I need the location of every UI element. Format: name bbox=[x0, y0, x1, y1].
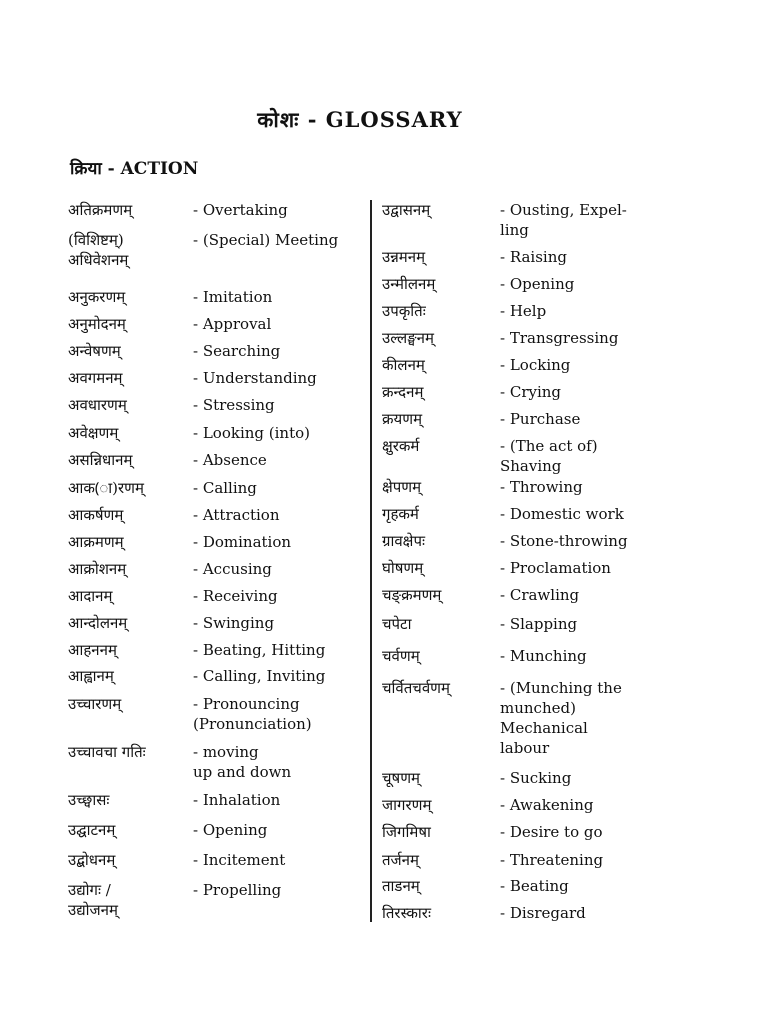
glossary-entry bbox=[382, 436, 682, 475]
glossary-entry bbox=[382, 328, 682, 348]
english-meaning: - Approval bbox=[193, 315, 272, 333]
glossary-entry bbox=[68, 230, 368, 269]
sanskrit-term: अवधारणम् bbox=[68, 396, 127, 414]
glossary-entry bbox=[68, 314, 368, 334]
english-meaning: - Swinging bbox=[193, 614, 275, 632]
glossary-entry bbox=[382, 903, 682, 923]
glossary-entry bbox=[68, 694, 368, 733]
english-meaning: - Calling bbox=[193, 479, 257, 497]
sanskrit-term: आहननम् bbox=[68, 641, 117, 659]
sanskrit-term: चङ्क्रमणम् bbox=[382, 586, 442, 604]
sanskrit-term: क्षुरकर्म bbox=[382, 437, 420, 455]
sanskrit-term: आक्रमणम् bbox=[68, 533, 124, 551]
english-meaning: - Looking (into) bbox=[193, 424, 310, 442]
sanskrit-term: अनुकरणम् bbox=[68, 288, 126, 306]
sanskrit-term: अन्वेषणम् bbox=[68, 342, 121, 360]
glossary-entry bbox=[68, 586, 368, 606]
english-meaning: - Opening bbox=[500, 275, 575, 293]
glossary-entry bbox=[382, 409, 682, 429]
english-meaning: - (Special) Meeting bbox=[193, 231, 339, 249]
sanskrit-term: उन्मीलनम् bbox=[382, 275, 436, 293]
glossary-entry bbox=[68, 742, 368, 781]
glossary-entry bbox=[382, 614, 682, 634]
glossary-entry bbox=[68, 368, 368, 388]
english-meaning: - Awakening bbox=[500, 796, 594, 814]
glossary-entry bbox=[382, 504, 682, 524]
glossary-entry bbox=[68, 450, 368, 470]
glossary-entry bbox=[382, 585, 682, 605]
glossary-entry bbox=[382, 876, 682, 896]
english-meaning: - Disregard bbox=[500, 904, 586, 922]
english-meaning: - Accusing bbox=[193, 560, 272, 578]
sanskrit-term: गृहकर्म bbox=[382, 505, 419, 523]
sanskrit-term: तिरस्कारः bbox=[382, 904, 431, 922]
english-meaning: - Stone-throwing bbox=[500, 532, 628, 550]
glossary-entry bbox=[68, 850, 368, 870]
glossary-entry bbox=[68, 613, 368, 633]
sanskrit-term: क्षेपणम् bbox=[382, 478, 422, 496]
glossary-entry bbox=[382, 355, 682, 375]
sanskrit-term: उद्बोधनम् bbox=[68, 851, 116, 869]
glossary-entry bbox=[68, 341, 368, 361]
sanskrit-term: उच्चारणम् bbox=[68, 695, 122, 713]
glossary-entry bbox=[68, 423, 368, 443]
english-meaning: - Searching bbox=[193, 342, 281, 360]
sanskrit-term: घोषणम् bbox=[382, 559, 424, 577]
english-meaning: - Calling, Inviting bbox=[193, 667, 326, 685]
english-meaning: - Crawling bbox=[500, 586, 580, 604]
glossary-entry bbox=[68, 640, 368, 660]
section-heading: क्रिया - ACTION bbox=[70, 159, 199, 179]
sanskrit-term: उद्योगः / उद्योजनम् bbox=[68, 881, 118, 919]
glossary-entry bbox=[68, 880, 368, 919]
english-meaning: - Attraction bbox=[193, 506, 280, 524]
english-meaning: - Ousting, Expel- ling bbox=[500, 201, 627, 239]
glossary-entry bbox=[68, 666, 368, 686]
glossary-entry bbox=[382, 382, 682, 402]
sanskrit-term: असन्निधानम् bbox=[68, 451, 133, 469]
glossary-entry bbox=[68, 505, 368, 525]
sanskrit-term: उद्घाटनम् bbox=[68, 821, 116, 839]
english-meaning: - (Munching the munched) Mechanical labour bbox=[500, 679, 622, 757]
sanskrit-term: चर्वणम् bbox=[382, 647, 420, 665]
glossary-entry bbox=[68, 820, 368, 840]
sanskrit-term: आक्रोशनम् bbox=[68, 560, 127, 578]
glossary-entry bbox=[382, 274, 682, 294]
english-meaning: - Incitement bbox=[193, 851, 286, 869]
english-meaning: - Purchase bbox=[500, 410, 581, 428]
glossary-entry bbox=[68, 790, 368, 810]
glossary-entry bbox=[382, 795, 682, 815]
sanskrit-term: कीलनम् bbox=[382, 356, 425, 374]
sanskrit-term: अवेक्षणम् bbox=[68, 424, 119, 442]
sanskrit-term: जागरणम् bbox=[382, 796, 432, 814]
glossary-entry bbox=[382, 301, 682, 321]
english-meaning: - Propelling bbox=[193, 881, 282, 899]
english-meaning: - Overtaking bbox=[193, 201, 288, 219]
english-meaning: - Threatening bbox=[500, 851, 604, 869]
sanskrit-term: उल्लङ्घनम् bbox=[382, 329, 434, 347]
english-meaning: - Raising bbox=[500, 248, 567, 266]
page-title: कोशः - GLOSSARY bbox=[257, 107, 463, 132]
glossary-entry bbox=[382, 247, 682, 267]
english-meaning: - (The act of) Shaving bbox=[500, 437, 598, 475]
glossary-entry bbox=[382, 678, 682, 757]
english-meaning: - Throwing bbox=[500, 478, 583, 496]
glossary-entry bbox=[68, 478, 368, 498]
glossary-entry bbox=[382, 768, 682, 788]
english-meaning: - Beating bbox=[500, 877, 569, 895]
sanskrit-term: अनुमोदनम् bbox=[68, 315, 126, 333]
glossary-entry bbox=[382, 477, 682, 497]
sanskrit-term: उच्छ्वासः bbox=[68, 791, 110, 809]
glossary-entry bbox=[68, 395, 368, 415]
english-meaning: - Crying bbox=[500, 383, 562, 401]
sanskrit-term: उद्वासनम् bbox=[382, 201, 431, 219]
sanskrit-term: चपेटा bbox=[382, 615, 412, 633]
english-meaning: - Receiving bbox=[193, 587, 278, 605]
glossary-entry bbox=[382, 558, 682, 578]
glossary-entry bbox=[68, 559, 368, 579]
sanskrit-term: चूषणम् bbox=[382, 769, 421, 787]
glossary-entry bbox=[68, 287, 368, 307]
sanskrit-term: ताडनम् bbox=[382, 877, 420, 895]
sanskrit-term: जिगमिषा bbox=[382, 823, 431, 841]
sanskrit-term: आकर्षणम् bbox=[68, 506, 124, 524]
glossary-entry bbox=[382, 200, 682, 239]
english-meaning: - Pronouncing (Pronunciation) bbox=[193, 695, 312, 733]
english-meaning: - moving up and down bbox=[193, 743, 292, 781]
sanskrit-term: उपकृतिः bbox=[382, 302, 426, 320]
glossary-entry bbox=[382, 531, 682, 551]
glossary-entry bbox=[382, 850, 682, 870]
sanskrit-term: आक(ा)रणम् bbox=[68, 479, 144, 497]
column-divider bbox=[370, 200, 372, 922]
sanskrit-term: उन्नमनम् bbox=[382, 248, 426, 266]
english-meaning: - Opening bbox=[193, 821, 268, 839]
sanskrit-term: आन्दोलनम् bbox=[68, 614, 128, 632]
english-meaning: - Domination bbox=[193, 533, 292, 551]
english-meaning: - Imitation bbox=[193, 288, 273, 306]
english-meaning: - Transgressing bbox=[500, 329, 619, 347]
sanskrit-term: ग्रावक्षेपः bbox=[382, 532, 425, 550]
glossary-entry bbox=[68, 200, 368, 220]
english-meaning: - Slapping bbox=[500, 615, 578, 633]
sanskrit-term: चर्वितचर्वणम् bbox=[382, 679, 450, 697]
sanskrit-term: आह्वानम् bbox=[68, 667, 114, 685]
sanskrit-term: अवगमनम् bbox=[68, 369, 123, 387]
glossary-entry bbox=[68, 532, 368, 552]
english-meaning: - Desire to go bbox=[500, 823, 603, 841]
english-meaning: - Munching bbox=[500, 647, 587, 665]
sanskrit-term: क्रन्दनम् bbox=[382, 383, 424, 401]
english-meaning: - Beating, Hitting bbox=[193, 641, 326, 659]
sanskrit-term: अतिक्रमणम् bbox=[68, 201, 133, 219]
english-meaning: - Understanding bbox=[193, 369, 317, 387]
sanskrit-term: उच्चावचा गतिः bbox=[68, 743, 146, 761]
english-meaning: - Stressing bbox=[193, 396, 275, 414]
english-meaning: - Sucking bbox=[500, 769, 572, 787]
english-meaning: - Locking bbox=[500, 356, 571, 374]
sanskrit-term: तर्जनम् bbox=[382, 851, 419, 869]
english-meaning: - Absence bbox=[193, 451, 267, 469]
sanskrit-term: आदानम् bbox=[68, 587, 113, 605]
glossary-entry bbox=[382, 646, 682, 666]
sanskrit-term: क्रयणम् bbox=[382, 410, 423, 428]
english-meaning: - Proclamation bbox=[500, 559, 611, 577]
sanskrit-term: (विशिष्टम्) अधिवेशनम् bbox=[68, 231, 129, 269]
glossary-entry bbox=[382, 822, 682, 842]
english-meaning: - Help bbox=[500, 302, 547, 320]
english-meaning: - Inhalation bbox=[193, 791, 281, 809]
english-meaning: - Domestic work bbox=[500, 505, 624, 523]
